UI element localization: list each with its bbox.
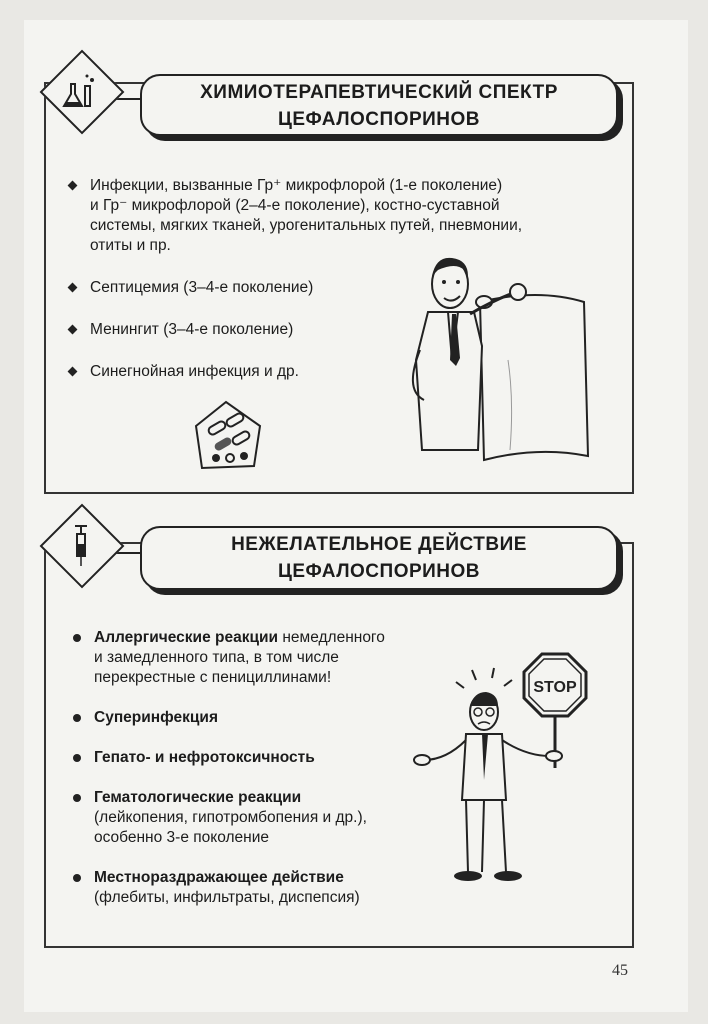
adverse-list xyxy=(70,628,430,908)
item-heading: Аллергические реакции xyxy=(94,629,279,646)
dot-bullet-icon xyxy=(73,874,81,882)
list-item xyxy=(70,708,430,728)
item-line: системы, мягких тканей, урогенитальных путей, пневмонии, xyxy=(90,217,523,234)
list-item xyxy=(70,868,430,908)
spectrum-title-line1: ХИМИОТЕРАПЕВТИЧЕСКИЙ СПЕКТР xyxy=(200,82,558,103)
diamond-bullet-icon xyxy=(68,181,78,191)
item-heading: Местнораздражающее действие xyxy=(94,869,344,886)
list-item xyxy=(70,628,430,688)
item-line: особенно 3-е поколение xyxy=(94,829,269,846)
item-line: и замедленного типа, в том числе xyxy=(94,649,339,666)
man-with-stop-sign-illustration xyxy=(410,650,590,890)
dot-bullet-icon xyxy=(73,754,81,762)
item-line: (флебиты, инфильтраты, диспепсия) xyxy=(94,889,360,906)
list-item xyxy=(70,748,430,768)
diamond-bullet-icon xyxy=(68,367,78,377)
syringe-icon xyxy=(56,520,106,570)
item-line: перекрестные с пенициллинами! xyxy=(94,669,332,686)
dot-bullet-icon xyxy=(73,634,81,642)
stop-sign-text: STOP xyxy=(533,679,577,696)
item-line: (лейкопения, гипотромбопения и др.), xyxy=(94,809,367,826)
pills-blister-icon xyxy=(186,396,266,476)
adverse-title-line1: НЕЖЕЛАТЕЛЬНОЕ ДЕЙСТВИЕ xyxy=(231,534,527,555)
adverse-title xyxy=(140,526,618,590)
item-line: Синегнойная инфекция и др. xyxy=(90,363,299,380)
list-item xyxy=(70,788,430,848)
lab-flask-icon xyxy=(56,66,106,116)
page-number: 45 xyxy=(612,962,628,979)
item-heading: Гепато- и нефротоксичность xyxy=(94,749,315,766)
item-heading: Гематологические реакции xyxy=(94,789,302,806)
diamond-bullet-icon xyxy=(68,283,78,293)
spectrum-title xyxy=(140,74,618,136)
adverse-title-line2: ЦЕФАЛОСПОРИНОВ xyxy=(277,561,481,582)
item-line: немедленного xyxy=(278,629,385,646)
item-heading: Суперинфекция xyxy=(94,709,218,726)
item-line: Менингит (3–4-е поколение) xyxy=(90,321,294,338)
dot-bullet-icon xyxy=(73,714,81,722)
spectrum-title-line2: ЦЕФАЛОСПОРИНОВ xyxy=(277,109,481,130)
item-line: отиты и пр. xyxy=(90,237,171,254)
dot-bullet-icon xyxy=(73,794,81,802)
item-line: Септицемия (3–4-е поколение) xyxy=(90,279,314,296)
diamond-bullet-icon xyxy=(68,325,78,335)
item-line: Инфекции, вызванные Гр⁺ микрофлорой (1-е поколение) xyxy=(90,177,503,194)
man-with-scroll-illustration xyxy=(398,240,598,466)
item-line: и Гр⁻ микрофлорой (2–4-е поколение), костно-суставной xyxy=(90,197,500,214)
